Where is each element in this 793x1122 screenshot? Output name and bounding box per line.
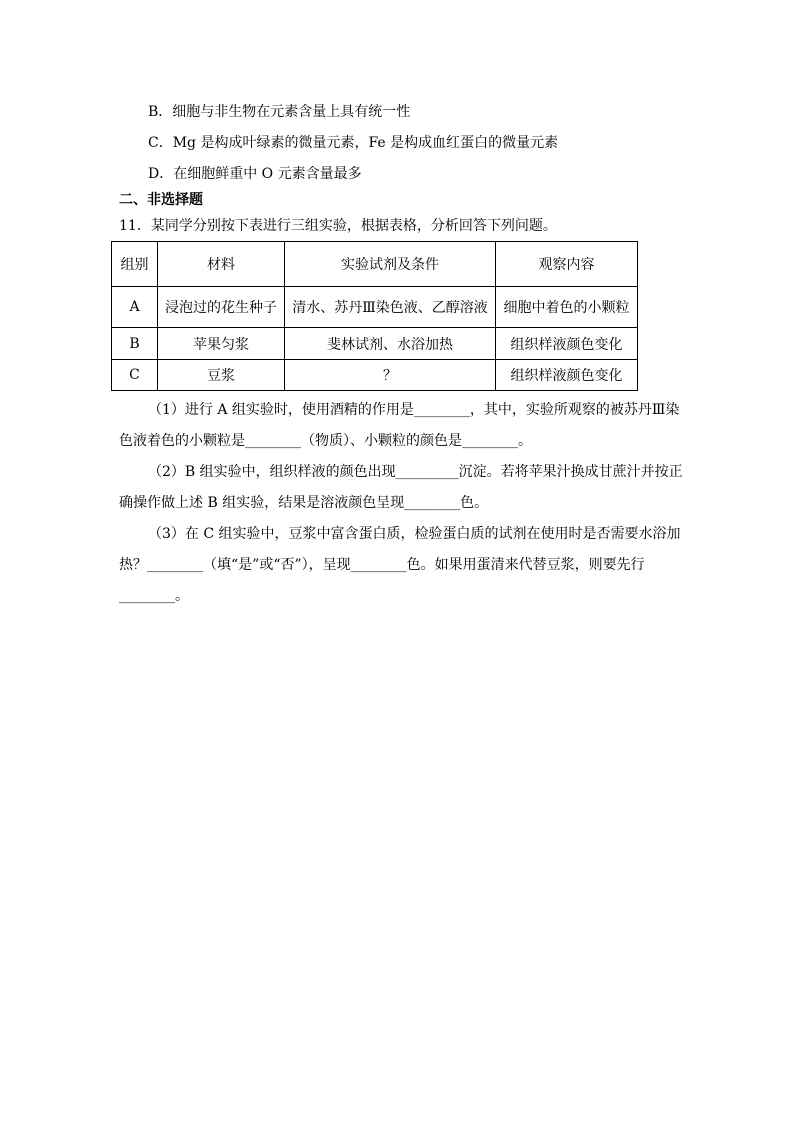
sub-question-1-line-1: （1）进行 A 组实验时，使用酒精的作用是________，其中，实验所观察的被苏丹Ⅲ染 xyxy=(148,402,680,418)
table-cell: 细胞中着色的小颗粒 xyxy=(496,287,638,328)
header-cell-group: 组别 xyxy=(112,242,158,287)
sub-question-2-line-2: 确操作做上述 B 组实验，结果是溶液颜色呈现________色。 xyxy=(119,495,489,511)
header-cell-reagent: 实验试剂及条件 xyxy=(285,242,496,287)
option-c: C．Mg 是构成叶绿素的微量元素，Fe 是构成血红蛋白的微量元素 xyxy=(148,135,559,151)
table-row xyxy=(112,287,638,328)
table-cell: A xyxy=(112,287,158,328)
option-b: B．细胞与非生物在元素含量上具有统一性 xyxy=(148,104,411,120)
header-cell-observation: 观察内容 xyxy=(496,242,638,287)
question-stem: 11．某同学分别按下表进行三组实验，根据表格，分析回答下列问题。 xyxy=(119,218,557,234)
option-d: D．在细胞鲜重中 O 元素含量最多 xyxy=(148,166,362,182)
experiment-table xyxy=(111,241,638,391)
table-row xyxy=(112,328,638,360)
sub-question-3-line-2: 热？________（填“是”或“否”），呈现________色。如果用蛋清来代替豆浆，则要先行 xyxy=(119,557,645,573)
table-header-row xyxy=(112,242,638,287)
table-cell: 苹果匀浆 xyxy=(158,328,285,360)
table-cell: 豆浆 xyxy=(158,360,285,391)
table-row xyxy=(112,360,638,391)
table-cell: 组织样液颜色变化 xyxy=(496,328,638,360)
table-cell: ？ xyxy=(285,360,496,391)
table-cell: 清水、苏丹Ⅲ染色液、乙醇溶液 xyxy=(285,287,496,328)
table-cell: C xyxy=(112,360,158,391)
table-cell: 组织样液颜色变化 xyxy=(496,360,638,391)
sub-question-3-line-3: ________。 xyxy=(119,588,189,604)
sub-question-3-line-1: （3）在 C 组实验中，豆浆中富含蛋白质，检验蛋白质的试剂在使用时是否需要水浴加 xyxy=(148,526,681,542)
table-cell: 斐林试剂、水浴加热 xyxy=(285,328,496,360)
header-cell-material: 材料 xyxy=(158,242,285,287)
table-cell: B xyxy=(112,328,158,360)
sub-question-1-line-2: 色液着色的小颗粒是________（物质）、小颗粒的颜色是________。 xyxy=(119,433,532,449)
table-cell: 浸泡过的花生种子 xyxy=(158,287,285,328)
sub-question-2-line-1: （2）B 组实验中，组织样液的颜色出现_________沉淀。若将苹果汁换成甘蔗汁并按正 xyxy=(148,464,683,480)
section-title: 二、非选择题 xyxy=(119,192,203,208)
